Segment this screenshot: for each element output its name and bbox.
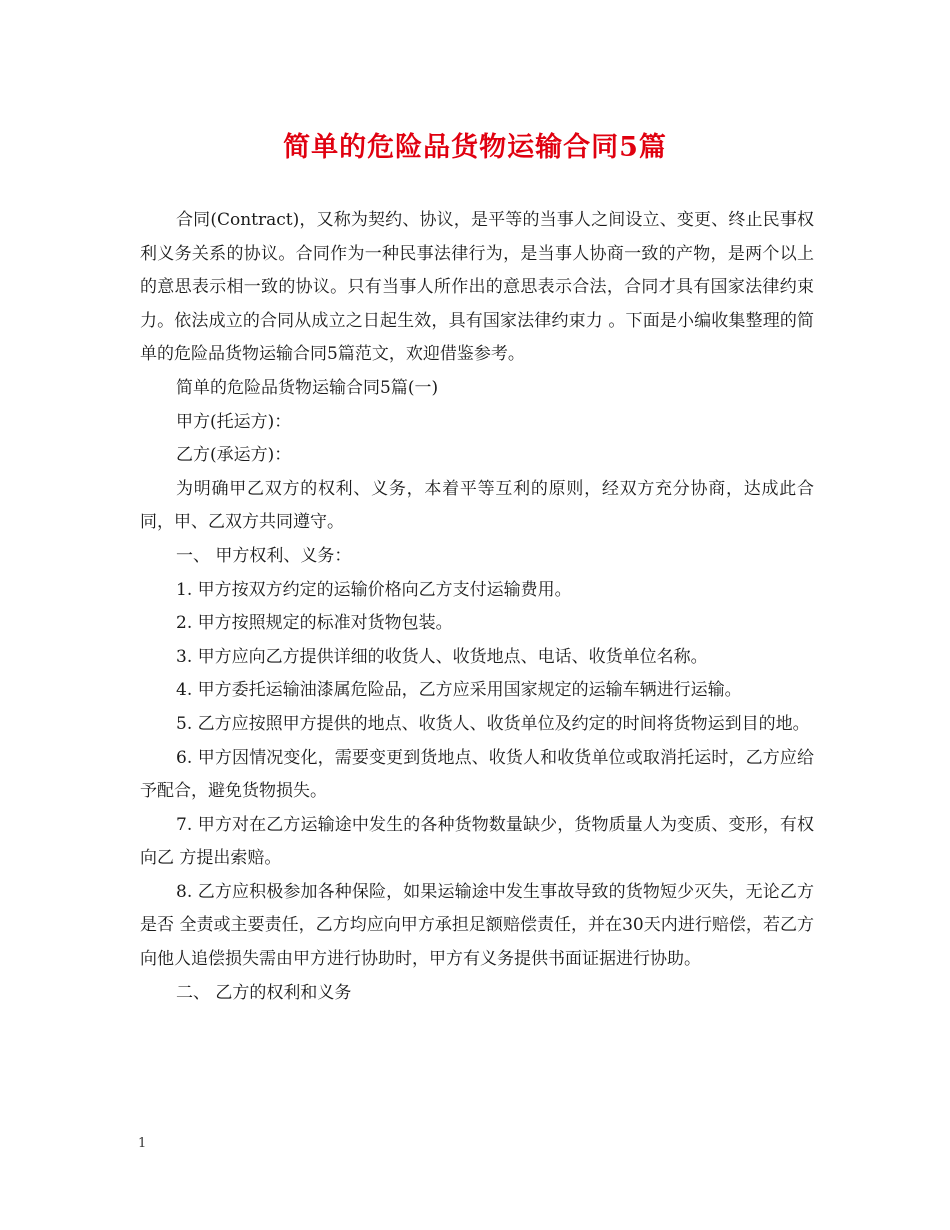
paragraph-party-a: 甲方(托运方)： (176, 411, 292, 432)
paragraph-item-4: 4. 甲方委托运输油漆属危险品，乙方应采用国家规定的运输车辆进行运输。 (176, 680, 742, 701)
page-number: 1 (138, 1136, 147, 1151)
paragraph-item-5: 5. 乙方应按照甲方提供的地点、收货人、收货单位及约定的时间将货物运到目的地。 (176, 713, 810, 734)
paragraph-item-2: 2. 甲方按照规定的标准对货物包装。 (176, 613, 453, 634)
paragraph-section-heading: 简单的危险品货物运输合同5篇(一) (176, 377, 439, 398)
paragraph-purpose: 为明确甲乙双方的权利、义务，本着平等互利的原则，经双方充分协商，达成此合同，甲、乙双方共同遵守。 (140, 478, 814, 533)
paragraph-item-3: 3. 甲方应向乙方提供详细的收货人、收货地点、电话、收货单位名称。 (176, 646, 708, 667)
paragraph-item-1: 1. 甲方按双方约定的运输价格向乙方支付运输费用。 (176, 579, 572, 600)
paragraph-item-7: 7. 甲方对在乙方运输途中发生的各种货物数量缺少，货物质量人为变质、变形，有权向乙 方提出索赔。 (140, 814, 814, 869)
paragraph-clause-heading-2: 二、 乙方的权利和义务 (176, 982, 352, 1003)
document-body (140, 204, 814, 1010)
paragraph-item-6: 6. 甲方因情况变化，需要变更到货地点、收货人和收货单位或取消托运时，乙方应给予配合，避免货物损失。 (140, 747, 814, 802)
paragraph-intro: 合同(Contract)，又称为契约、协议，是平等的当事人之间设立、变更、终止民事权利义务关系的协议。合同作为一种民事法律行为，是当事人协商一致的产物，是两个以上的意思表示相一致的协议。只有当事人所作出的意思表示合法，合同才具有国家法律约束力。依法成立的合同从成立之日起生效，具有国家法律约束力 。下面是小编收集整理的简单的危险品货物运输合同5篇范文，欢迎借鉴参考。 (140, 210, 814, 365)
paragraph-item-8: 8. 乙方应积极参加各种保险，如果运输途中发生事故导致的货物短少灭失，无论乙方是否 全责或主要责任，乙方均应向甲方承担足额赔偿责任，并在30天内进行赔偿，若乙方向他人追偿损失需由甲方进行协助时，甲方有义务提供书面证据进行协助。 (140, 881, 814, 970)
paragraph-party-b: 乙方(承运方)： (176, 445, 292, 466)
document-title: 简单的危险品货物运输合同5篇 (283, 132, 667, 163)
paragraph-clause-heading-1: 一、 甲方权利、义务： (176, 545, 352, 566)
